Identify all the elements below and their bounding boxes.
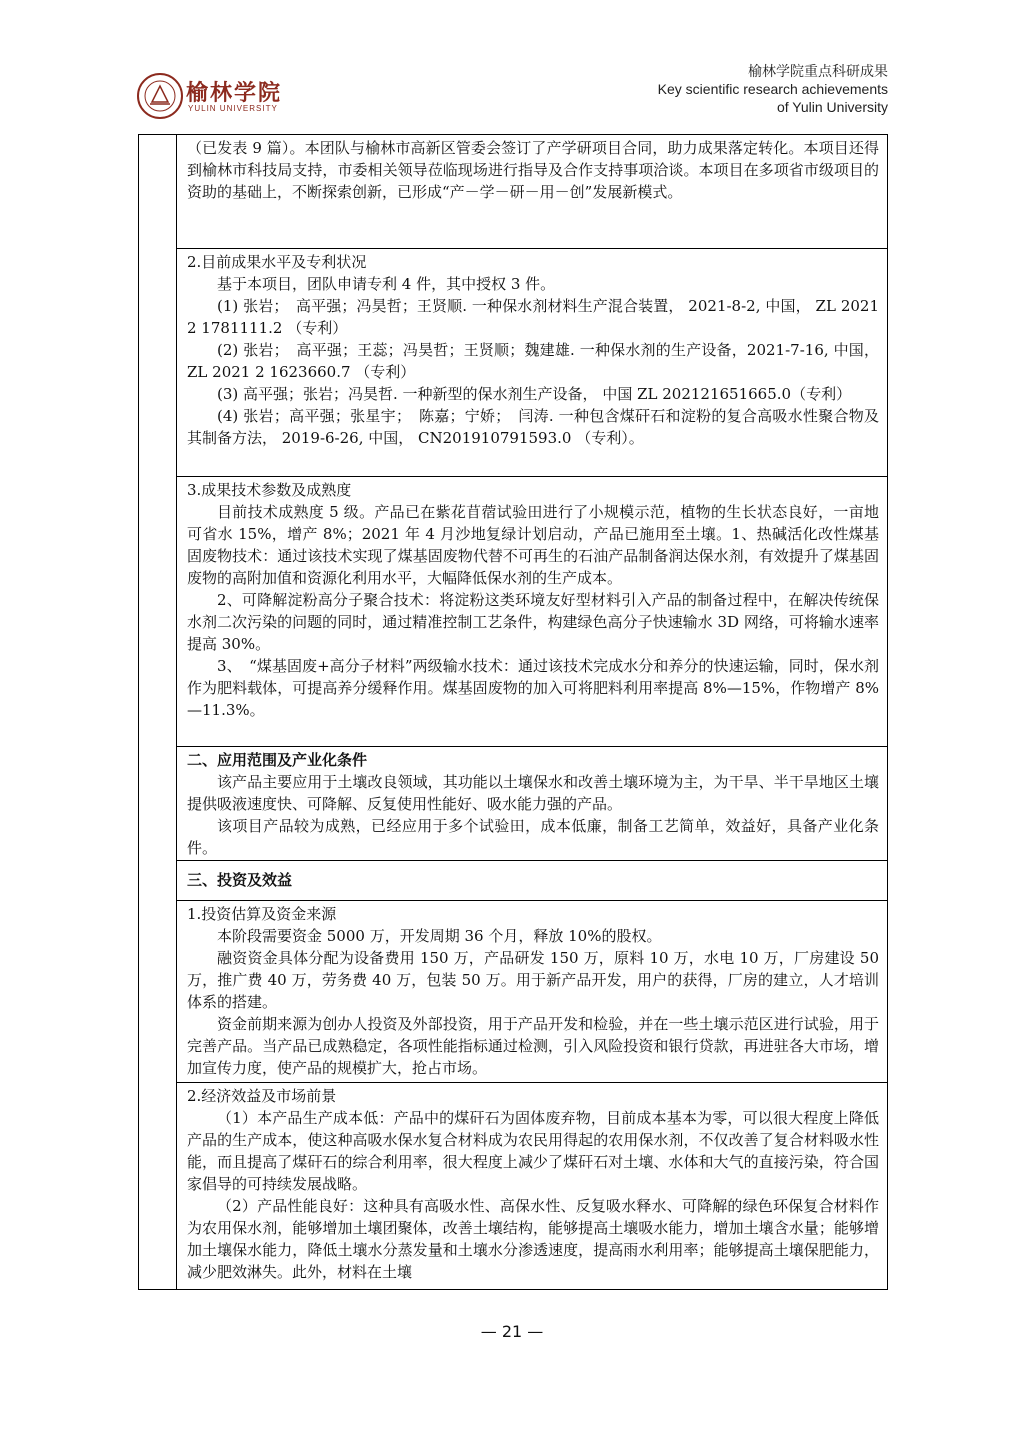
section-iii-title: 三、投资及效益 xyxy=(187,871,293,889)
logo-subtitle: YULIN UNIVERSITY xyxy=(188,104,278,113)
investment-title: 1.投资估算及资金来源 xyxy=(187,905,337,923)
tech-paragraph-2: 2、可降解淀粉高分子聚合技术：将淀粉这类环境友好型材料引入产品的制备过程中，在解决传统保水剂二次污染的问题的同时，通过精准控制工艺条件，构建绿色高分子快速输水 3D 网络，可将输水速率提高 30%。 xyxy=(187,591,879,653)
investment-paragraph-2: 融资资金具体分配为设备费用 150 万，产品研发 150 万，原料 10 万，水电 10 万，厂房建设 50 万，推广费 40 万，劳务费 40 万，包装 50 万。用于新产品开发，用户的获得，厂房的建立，人才培训体系的搭建。 xyxy=(187,949,879,1011)
tech-params-cell xyxy=(177,477,887,747)
intro-paragraph: （已发表 9 篇）。本团队与榆林市高新区管委会签订了产学研项目合同，助力成果落定转化。本项目还得到榆林市科技局支持，市委相关领导莅临现场进行指导及合作支持事项洽谈。本项目在多项省市级项目的资助的基础上，不断探索创新，已形成“产－学－研－用－创”发展新模式。 xyxy=(187,139,879,201)
logo-text: 榆林学院 xyxy=(186,80,283,106)
university-seal-icon xyxy=(136,72,184,120)
investment-header-cell xyxy=(177,861,887,901)
benefit-cell xyxy=(177,1083,887,1291)
patent-summary: 基于本项目，团队申请专利 4 件，其中授权 3 件。 xyxy=(217,275,556,293)
benefit-paragraph-2: （2）产品性能良好：这种具有高吸水性、高保水性、反复吸水释水、可降解的绿色环保复合材料作为农用保水剂，能够增加土壤团聚体，改善土壤结构，能够提高土壤吸水能力，增加土壤含水量；能够增加土壤保水能力，降低土壤水分蒸发量和土壤水分渗透速度，提高雨水利用率；能够提高土壤保肥能力，减少肥效淋失。此外，材料在土壤 xyxy=(187,1197,879,1281)
patent-1: (1) 张岩； 高平强；冯昊哲；王贤顺. 一种保水剂材料生产混合装置， 2021-8-2, 中国， ZL 2021 2 1781111.2 （专利） xyxy=(187,297,879,337)
patent-4: (4) 张岩；高平强；张星宇； 陈嘉；宁娇； 闫涛. 一种包含煤矸石和淀粉的复合高吸水性聚合物及其制备方法， 2019-6-26, 中国， CN201910791593.0 （专利）。 xyxy=(187,407,879,447)
application-paragraph-2: 该项目产品较为成熟，已经应用于多个试验田，成本低廉，制备工艺简单，效益好，具备产业化条件。 xyxy=(187,817,879,857)
content-table xyxy=(138,134,888,1290)
patent-2: (2) 张岩； 高平强；王蕊；冯昊哲；王贤顺；魏建雄. 一种保水剂的生产设备，2021-7-16, 中国， ZL 2021 2 1623660.7 （专利） xyxy=(187,341,879,381)
investment-cell xyxy=(177,901,887,1083)
page-header xyxy=(136,62,888,132)
header-title xyxy=(658,62,888,116)
header-title-en-1: Key scientific research achievements xyxy=(657,81,888,97)
table-content xyxy=(177,135,887,1289)
investment-paragraph-1: 本阶段需要资金 5000 万，开发周期 36 个月，释放 10%的股权。 xyxy=(217,927,662,945)
intro-cell xyxy=(177,135,887,249)
left-column xyxy=(139,135,177,1289)
header-title-cn: 榆林学院重点科研成果 xyxy=(748,63,888,79)
header-title-en-2: of Yulin University xyxy=(776,99,888,115)
patent-cell xyxy=(177,249,887,477)
section-3-title: 3.成果技术参数及成熟度 xyxy=(187,481,352,499)
tech-paragraph-1: 目前技术成熟度 5 级。产品已在紫花苜蓿试验田进行了小规模示范，植物的生长状态良好，一亩地可省水 15%，增产 8%；2021 年 4 月沙地复绿计划启动，产品已施用至土壤。1、热碱活化改性煤基固废物技术：通过该技术实现了煤基固废物代替不可再生的石油产品制备润达保水剂，有效提升了煤基固废物的高附加值和资源化利用水平，大幅降低保水剂的生产成本。 xyxy=(187,503,879,587)
benefit-title: 2.经济效益及市场前景 xyxy=(187,1087,337,1105)
application-paragraph-1: 该产品主要应用于土壤改良领域，其功能以土壤保水和改善土壤环境为主，为干旱、半干旱地区土壤提供吸液速度快、可降解、反复使用性能好、吸水能力强的产品。 xyxy=(187,773,879,813)
application-cell xyxy=(177,747,887,861)
patent-3: (3) 高平强；张岩；冯昊哲. 一种新型的保水剂生产设备， 中国 ZL 202121651665.0（专利） xyxy=(217,385,852,403)
section-2-title: 2.目前成果水平及专利状况 xyxy=(187,253,367,271)
page-number: — 21 — xyxy=(480,1322,544,1341)
benefit-paragraph-1: （1）本产品生产成本低：产品中的煤矸石为固体废弃物，目前成本基本为零，可以很大程度上降低产品的生产成本，使这种高吸水保水复合材料成为农民用得起的农用保水剂，不仅改善了复合材料吸水性能，而且提高了煤矸石的综合利用率，很大程度上减少了煤矸石对土壤、水体和大气的直接污染，符合国家倡导的可持续发展战略。 xyxy=(187,1109,879,1193)
section-ii-title: 二、应用范围及产业化条件 xyxy=(187,751,368,769)
tech-paragraph-3: 3、 “煤基固废+高分子材料”两级输水技术：通过该技术完成水分和养分的快速运输，同时，保水剂作为肥料载体，可提高养分缓释作用。煤基固废物的加入可将肥料利用率提高 8%—15%，作物增产 8%—11.3%。 xyxy=(187,657,879,719)
investment-paragraph-3: 资金前期来源为创办人投资及外部投资，用于产品开发和检验，并在一些土壤示范区进行试验，用于完善产品。当产品已成熟稳定，各项性能指标通过检测，引入风险投资和银行贷款，再进驻各大市场，增加宣传力度，使产品的规模扩大，抢占市场。 xyxy=(187,1015,879,1077)
